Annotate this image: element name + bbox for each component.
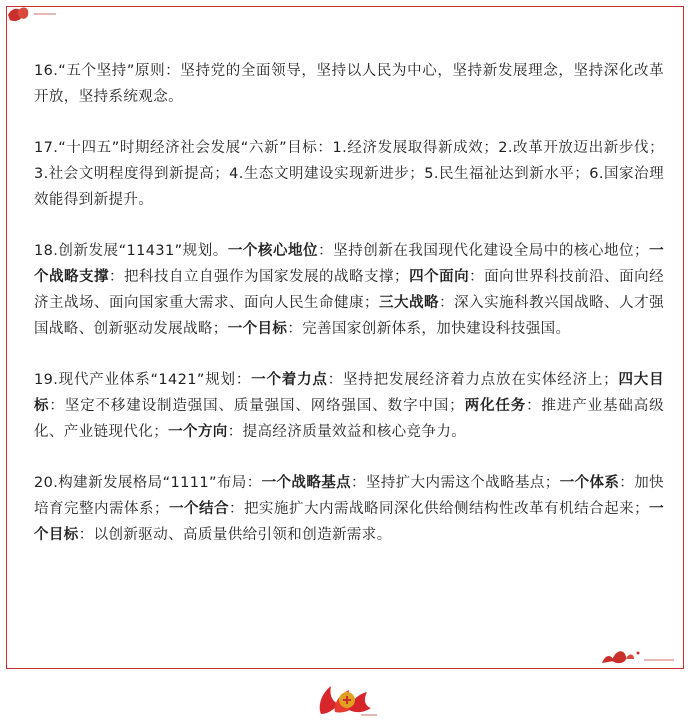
flag-flame-logo-icon [313, 680, 381, 720]
text-segment: ：坚持创新在我国现代化建设全局中的核心地位； [318, 243, 649, 259]
text-segment: ：加快培育完整内需体系； [34, 475, 665, 517]
bold-key-term: 一个方向 [168, 424, 228, 440]
text-segment: ：推进产业基础高级化、产业链现代化； [34, 398, 664, 440]
text-segment: ：完善国家创新体系，加快建设科技强国。 [287, 321, 571, 337]
corner-brush-decoration-icon [600, 643, 682, 667]
bold-key-term: 一个目标 [34, 501, 664, 543]
bold-key-term: 四大目标 [34, 372, 665, 414]
text-segment: ：坚持扩大内需这个战略基点； [351, 475, 560, 491]
document-body [34, 58, 664, 573]
bold-key-term: 四个面向 [408, 269, 470, 285]
list-item [34, 58, 664, 110]
text-segment: ：面向世界科技前沿、面向经济主战场、面向国家重大需求、面向人民生命健康； [34, 269, 665, 311]
text-segment: ：深入实施科教兴国战略、人才强国战略、创新驱动发展战略； [34, 295, 665, 337]
text-segment: 16.“五个坚持”原则：坚持党的全面领导，坚持以人民为中心，坚持新发展理念，坚持深化改革开放，坚持系统观念。 [34, 63, 664, 105]
bold-key-term: 一个战略基点 [261, 475, 352, 491]
bold-key-term: 一个目标 [227, 321, 288, 337]
bold-key-term: 两化任务 [464, 398, 527, 414]
text-segment: ：以创新驱动、高质量供给引领和创造新需求。 [78, 527, 392, 543]
list-item [34, 367, 664, 445]
text-segment: 18.创新发展“11431”规划。 [34, 243, 228, 259]
bold-key-term: 一个结合 [168, 501, 230, 517]
bold-key-term: 一个核心地位 [227, 243, 319, 259]
text-segment: ：坚持把发展经济着力点放在实体经济上； [327, 372, 619, 388]
list-item [34, 470, 664, 548]
text-segment: ：把实施扩大内需战略同深化供给侧结构性改革有机结合起来； [229, 501, 649, 517]
bold-key-term: 一个着力点 [251, 372, 328, 388]
bold-key-term: 一个战略支撑 [34, 243, 664, 285]
text-segment: ：坚定不移建设制造强国、质量强国、网络强国、数字中国； [49, 398, 465, 414]
corner-brush-decoration-icon [6, 3, 66, 25]
text-segment: 17.“十四五”时期经济社会发展“六新”目标：1.经济发展取得新成效；2.改革开放迈出新步伐；3.社会文明程度得到新提高；4.生态文明建设实现新进步；5.民生福祉达到新水平；6.国家治理效能得到新提升。 [34, 140, 664, 208]
text-segment: ：提高经济质量效益和核心竞争力。 [227, 424, 467, 440]
text-segment: 20.构建新发展格局“1111”布局： [34, 475, 262, 491]
text-segment: ：把科技自立自强作为国家发展的战略支撑； [109, 269, 409, 285]
bold-key-term: 一个体系 [559, 475, 620, 491]
list-item [34, 135, 664, 213]
bold-key-term: 三大战略 [378, 295, 440, 311]
list-item [34, 238, 664, 342]
text-segment: 19.现代产业体系“1421”规划： [34, 372, 252, 388]
